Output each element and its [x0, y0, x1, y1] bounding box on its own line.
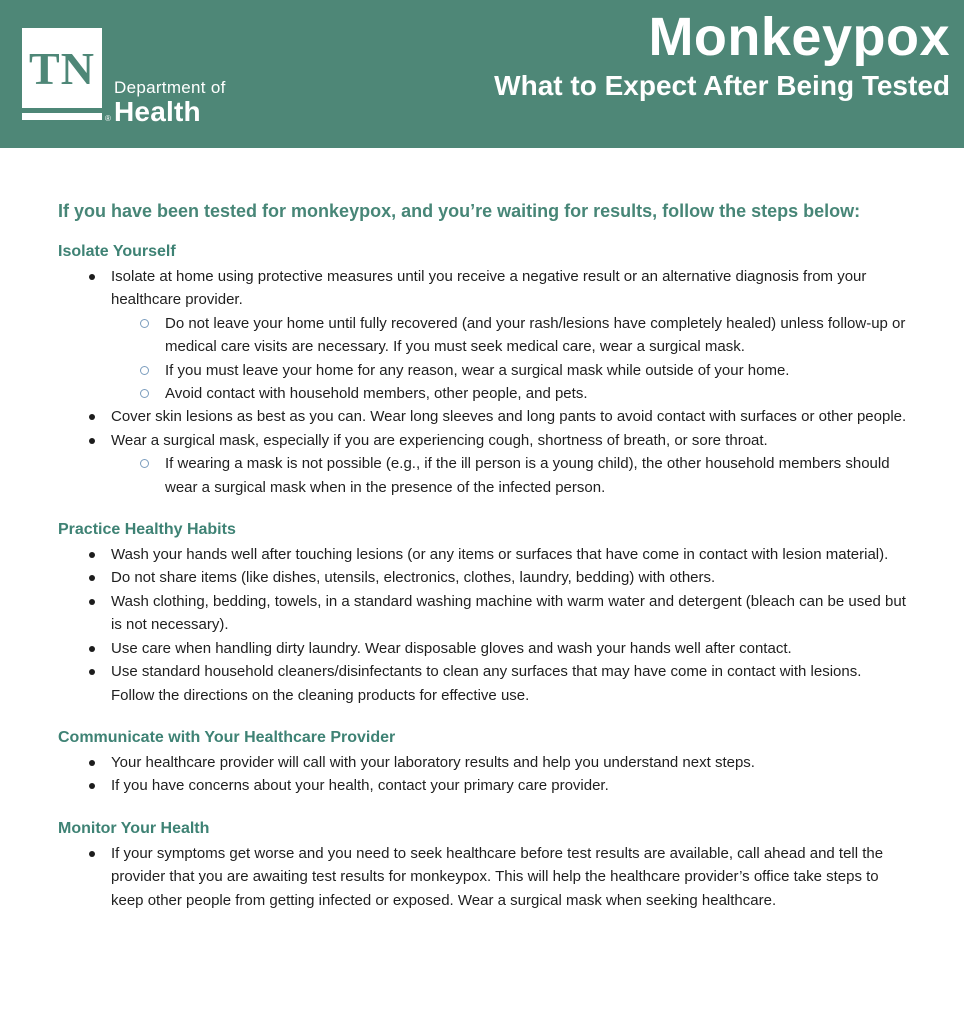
- section-isolate-yourself: [58, 242, 908, 499]
- bullet-text: Wear a surgical mask, especially if you are experiencing cough, shortness of breath, or sore throat.: [111, 431, 768, 449]
- health-label: Health: [114, 95, 201, 127]
- bullet-list: [58, 751, 908, 798]
- sections-root: [58, 242, 908, 912]
- sub-bullet-item: If wearing a mask is not possible (e.g., if the ill person is a young child), the other household members should wear a surgical mask when in the presence of the infected person.: [111, 452, 908, 499]
- banner-titles: [494, 6, 950, 102]
- bullet-item: [58, 429, 908, 499]
- bullet-text: Wash clothing, bedding, towels, in a standard washing machine with warm water and detergent (bleach can be used but is not necessary).: [111, 592, 906, 634]
- intro-paragraph: If you have been tested for monkeypox, and you’re waiting for results, follow the steps below:: [58, 201, 861, 221]
- bullet-item: [58, 590, 908, 637]
- bullet-item: [58, 265, 908, 405]
- section-communicate-with-your-healthcare-provider: [58, 728, 908, 798]
- bullet-item: [58, 842, 908, 912]
- bullet-item: [58, 543, 908, 566]
- bullet-list: [58, 842, 908, 912]
- document-body: [0, 148, 964, 912]
- sub-bullet-item: If you must leave your home for any reason, wear a surgical mask while outside of your home.: [111, 359, 908, 382]
- bullet-list: [58, 543, 908, 707]
- sub-bullet-list: [111, 312, 908, 406]
- bullet-text: Cover skin lesions as best as you can. Wear long sleeves and long pants to avoid contact with surfaces or other people.: [111, 408, 907, 426]
- page-subtitle: What to Expect After Being Tested: [494, 70, 950, 102]
- section-practice-healthy-habits: [58, 520, 908, 707]
- tn-health-logo: [22, 28, 352, 127]
- sub-bullet-list: [111, 452, 908, 499]
- page-title: Monkeypox: [648, 7, 950, 67]
- registered-mark: ®: [105, 114, 111, 123]
- bullet-text: Use standard household cleaners/disinfectants to clean any surfaces that may have come in contact with lesions. Follow the directions on the cleaning products for effective use.: [111, 663, 862, 704]
- bullet-text: Isolate at home using protective measures until you receive a negative result or an alternative diagnosis from your healthcare provider.: [111, 268, 867, 309]
- header-banner: [0, 0, 964, 148]
- bullet-item: [58, 660, 908, 707]
- tn-logo-box: [22, 28, 102, 108]
- department-wordmark: [114, 79, 226, 126]
- section-heading: Communicate with Your Healthcare Provider: [58, 728, 396, 746]
- bullet-item: [58, 566, 908, 589]
- bullet-text: If your symptoms get worse and you need to seek healthcare before test results are available, call ahead and tell the provider that you are awaiting test results for monkeypox. This will help the healthcare provider’s office take steps to keep other people from getting infected or exposed. Wear a surgical mask when seeking healthcare.: [111, 844, 884, 909]
- bullet-item: [58, 405, 908, 428]
- section-heading: Monitor Your Health: [58, 819, 210, 837]
- bullet-text: Wash your hands well after touching lesions (or any items or surfaces that have come in contact with lesion material).: [111, 546, 889, 564]
- bullet-text: Your healthcare provider will call with your laboratory results and help you understand next steps.: [111, 753, 755, 771]
- section-heading: Isolate Yourself: [58, 243, 176, 260]
- tn-logo-abbr: TN: [29, 42, 95, 94]
- bullet-list: [58, 265, 908, 499]
- sub-bullet-item: Avoid contact with household members, other people, and pets.: [111, 382, 908, 405]
- bullet-item: [58, 637, 908, 660]
- bullet-text: Do not share items (like dishes, utensils, electronics, clothes, laundry, bedding) with others.: [111, 569, 716, 587]
- logo-underline-bar: [22, 113, 102, 120]
- bullet-text: Use care when handling dirty laundry. Wear disposable gloves and wash your hands well after contact.: [111, 639, 792, 657]
- bullet-item: [58, 774, 908, 797]
- section-heading: Practice Healthy Habits: [58, 521, 236, 539]
- bullet-item: [58, 751, 908, 774]
- department-of-label: Department of: [114, 77, 226, 97]
- bullet-text: If you have concerns about your health, contact your primary care provider.: [111, 777, 609, 795]
- sub-bullet-item: Do not leave your home until fully recovered (and your rash/lesions have completely healed) unless follow-up or medical care visits are necessary. If you must seek medical care, wear a surgical mask.: [111, 312, 908, 359]
- section-monitor-your-health: [58, 819, 908, 912]
